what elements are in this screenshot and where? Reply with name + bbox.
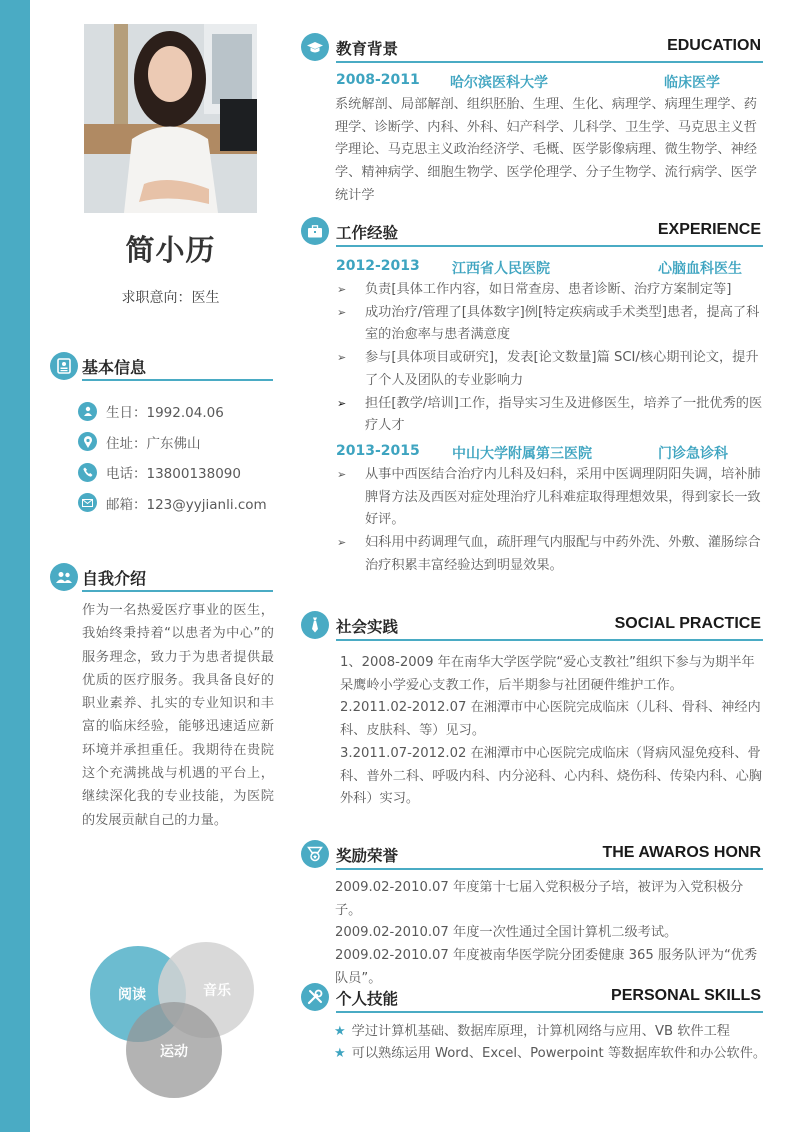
skill-item: [334, 1043, 766, 1065]
section-underline: [336, 61, 763, 63]
section-underline: [336, 639, 763, 641]
arrow-bullet-icon: ➢: [337, 305, 347, 319]
education-school: 哈尔滨医科大学: [450, 75, 548, 91]
arrow-bullet-icon: ➢: [337, 351, 347, 365]
awards-list: [335, 877, 765, 991]
section-header-basic-info: [50, 352, 273, 384]
job-bullets: [336, 279, 764, 438]
bullet-text: 担任[教学/培训]工作，指导实习生及进修医生，培养了一批优秀的医疗人才: [365, 395, 763, 434]
location-pin-icon: [78, 432, 97, 451]
section-title: 教育背景: [336, 40, 399, 58]
info-email: [78, 488, 267, 519]
job-entry-header: [336, 443, 756, 463]
job-organization: 中山大学附属第三医院: [452, 446, 592, 462]
hobby-label: 音乐: [203, 983, 231, 999]
candidate-name: 简小历: [125, 233, 216, 267]
self-intro-text: 作为一名热爱医疗事业的医生，我始终秉持着“以患者为中心”的服务理念，致力于为患者提供最优质的医疗服务。我具备良好的职业素养、扎实的专业知识和丰富的临床经验，能够迅速适应新环境并承担重任。我期待在贵院这个充满挑战与机遇的平台上，继续深化我的专业技能，为医院的发展贡献自己的力量。: [82, 603, 274, 828]
hobby-label: 阅读: [118, 987, 146, 1003]
job-intent: 求职意向：医生: [121, 290, 220, 306]
job-bullet: [336, 464, 764, 532]
job-bullet: [336, 532, 764, 577]
profile-photo: [84, 24, 257, 213]
skill-text: 可以熟练运用 Word、Excel、Powerpoint 等数据库软件和办公软件。: [351, 1046, 767, 1061]
job-period: 2012-2013: [336, 258, 420, 274]
job-bullet: [336, 302, 764, 347]
section-underline: [82, 590, 273, 592]
star-icon: ★: [334, 1046, 346, 1061]
section-title-en: PERSONAL SKILLS: [611, 987, 761, 1004]
briefcase-icon: [301, 217, 329, 245]
info-address: [78, 427, 267, 458]
bullet-text: 负责[具体工作内容，如日常查房、患者诊断、治疗方案制定等]: [365, 282, 732, 297]
section-underline: [336, 245, 763, 247]
tie-icon: [301, 611, 329, 639]
left-accent-bar: [0, 0, 30, 1132]
arrow-bullet-icon: ➢: [337, 396, 347, 410]
info-text: 住址：广东佛山: [106, 435, 201, 452]
info-birthday: [78, 396, 267, 427]
info-text: 生日：1992.04.06: [106, 405, 224, 422]
profile-card-icon: [50, 352, 78, 380]
star-icon: ★: [334, 1024, 346, 1039]
skill-text: 学过计算机基础、数据库原理，计算机网络与应用、VB 软件工程: [351, 1024, 730, 1039]
section-title: 奖励荣誉: [336, 847, 399, 865]
tools-icon: [301, 983, 329, 1011]
job-role: 门诊急诊科: [658, 446, 728, 462]
info-text: 邮箱：123@yyjianli.com: [106, 496, 267, 513]
hobby-sports: [126, 1002, 222, 1098]
section-underline: [82, 379, 273, 381]
social-practice-item: 1、2008-2009 年在南华大学医学院“爱心支教社”组织下参与为期半年呆鹰岭小学爱心支教工作，后半期参与社团硬件维护工作。: [340, 655, 755, 693]
bullet-text: 从事中西医结合治疗内儿科及妇科，采用中医调理阴阳失调，培补肺脾肾方法及西医对症处理治疗儿科难症取得理想效果，得到家长一致好评。: [365, 467, 761, 528]
award-item: 2009.02-2010.07 年度被南华医学院分团委健康 365 服务队评为“优秀队员”。: [335, 948, 758, 986]
section-title: 自我介绍: [82, 569, 147, 588]
education-major: 临床医学: [664, 75, 720, 91]
social-practice-item: 3.2011.07-2012.02 在湘潭市中心医院完成临床（肾病风湿免疫科、骨科、普外二科、呼吸内科、内分泌科、心内科、烧伤科、传染内科、心胸外科）实习。: [340, 745, 762, 807]
job-bullets: [336, 464, 764, 578]
job-period: 2013-2015: [336, 443, 420, 459]
person-icon: [78, 402, 97, 421]
bullet-text: 参与[具体项目或研究]，发表[论文数量]篇 SCI/核心期刊论文，提升了个人及团队的专业影响力: [365, 350, 759, 388]
award-item: 2009.02-2010.07 年度一次性通过全国计算机二级考试。: [335, 925, 678, 941]
social-practice-item: 2.2011.02-2012.07 在湘潭市中心医院完成临床（儿科、骨科、神经内科、皮肤科、等）见习。: [340, 700, 761, 739]
info-phone: [78, 457, 267, 488]
education-entry-header: [336, 72, 756, 92]
bullet-text: 成功治疗/管理了[具体数字]例[特定疾病或手术类型]患者，提高了科室的治愈率与患者满意度: [365, 304, 760, 343]
job-bullet: [336, 279, 764, 302]
section-header-social-practice: [301, 611, 763, 645]
mail-icon: [78, 493, 97, 512]
job-entry-header: [336, 258, 756, 278]
skill-item: [334, 1021, 766, 1043]
arrow-bullet-icon: ➢: [337, 468, 347, 481]
section-header-skills: [301, 983, 763, 1017]
people-icon: [50, 563, 78, 591]
award-item: 2009.02-2010.07 年度第十七届入党积极分子培，被评为入党积极分子。: [335, 880, 744, 918]
section-title-en: THE AWAROS HONR: [602, 844, 761, 861]
bullet-text: 妇科用中药调理气血，疏肝理气内服配与中药外洗、外敷、灌肠综合治疗积累丰富经验达到明显效果。: [365, 535, 761, 573]
phone-icon: [78, 463, 97, 482]
arrow-bullet-icon: ➢: [337, 536, 347, 550]
skills-list: [334, 1021, 766, 1065]
job-bullet: [336, 393, 764, 438]
education-courses: 系统解剖、局部解剖、组织胚胎、生理、生化、病理学、病理生理学、药理学、诊断学、内科、外科、妇产科学、儿科学、卫生学、马克思主义哲学理论、马克思主义政治经济学、毛概、医学影像病理、微生物学、神经学、精神病学、细胞生物学、医学伦理学、分子生物学、流行病学、医学统计学: [335, 97, 757, 203]
basic-info-list: [78, 396, 267, 518]
section-title: 个人技能: [336, 990, 399, 1008]
hobbies-venn-diagram: [88, 940, 268, 1110]
graduation-cap-icon: [301, 33, 329, 61]
section-underline: [336, 868, 763, 870]
section-underline: [336, 1011, 763, 1013]
job-bullet: [336, 347, 764, 392]
section-header-self-intro: [50, 563, 273, 595]
section-title-en: EDUCATION: [667, 37, 761, 54]
job-organization: 江西省人民医院: [452, 261, 550, 277]
job-role: 心脑血科医生: [658, 261, 742, 277]
section-title-en: EXPERIENCE: [657, 221, 761, 238]
social-practice-list: [340, 652, 764, 811]
medal-icon: [301, 840, 329, 868]
hobby-label: 运动: [160, 1044, 188, 1060]
section-title: 社会实践: [336, 618, 399, 636]
section-header-experience: [301, 217, 763, 251]
education-period: 2008-2011: [336, 72, 420, 88]
section-title: 工作经验: [336, 224, 399, 242]
arrow-bullet-icon: ➢: [337, 283, 347, 296]
section-header-awards: [301, 840, 763, 874]
section-header-education: [301, 33, 763, 67]
section-title-en: SOCIAL PRACTICE: [614, 615, 761, 632]
info-text: 电话：13800138090: [106, 466, 241, 483]
section-title: 基本信息: [82, 358, 147, 377]
